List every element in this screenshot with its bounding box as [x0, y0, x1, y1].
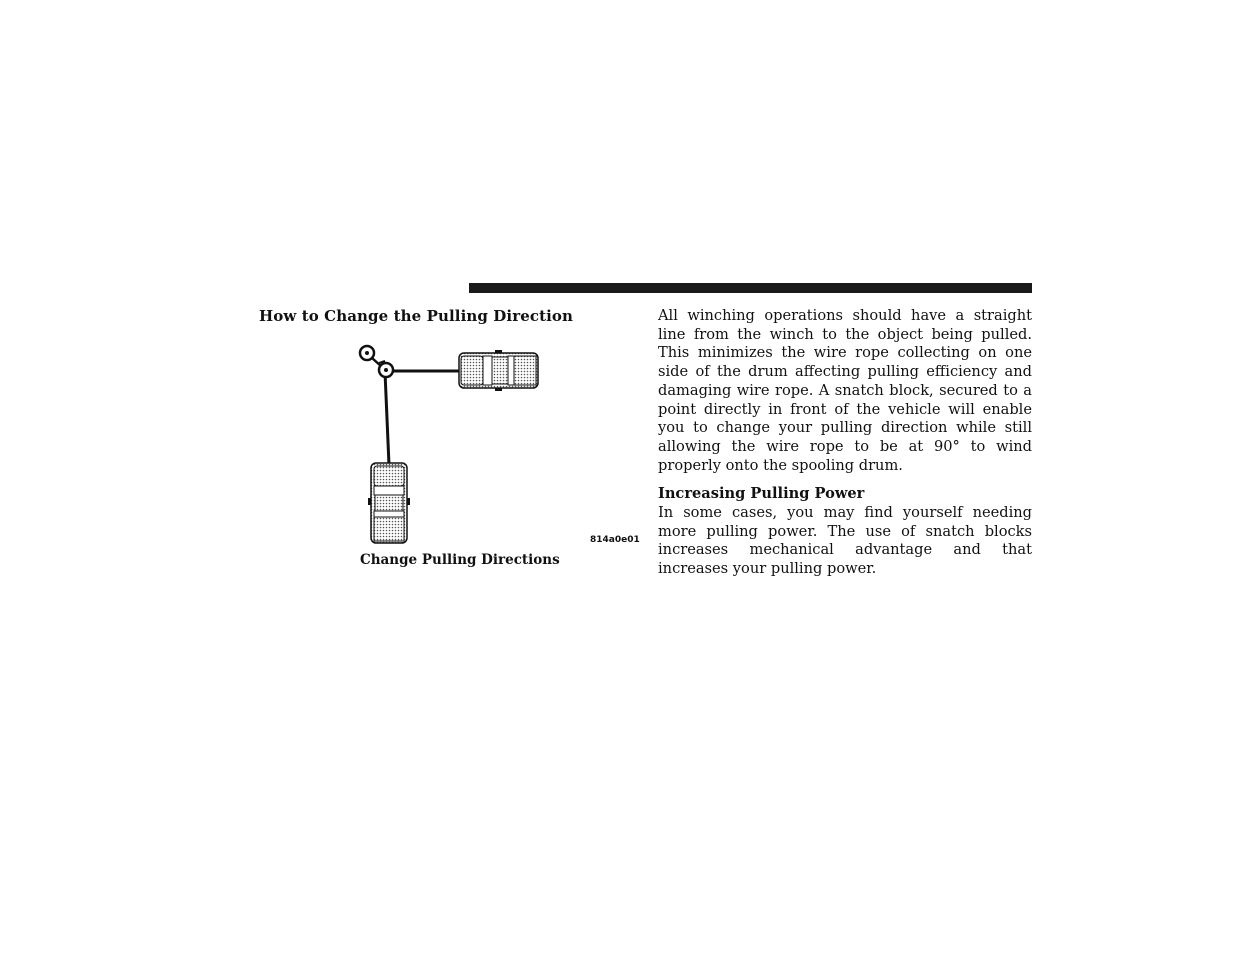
pulling-direction-illustration — [355, 340, 635, 550]
truck-horizontal-icon — [459, 350, 538, 391]
subheading: Increasing Pulling Power — [658, 485, 865, 503]
body-text-column — [658, 307, 1032, 579]
truck-vertical-icon — [368, 463, 410, 543]
snatch-block-icon — [379, 363, 393, 377]
figure-caption: Change Pulling Directions — [360, 552, 560, 568]
header-rule — [469, 283, 1032, 293]
wire-rope-vertical — [385, 372, 389, 465]
intro-paragraph: All winching operations should have a straight line from the winch to the object being pulled. This minimizes the wire rope collecting on one side of the drum affecting pulling efficiency and damaging wire rope. A snatch block, secured to a point directly in front of the vehicle will enable you to change your pulling direction while still allowing the wire rope to be at 90° to wind properly onto the spooling drum. — [658, 307, 1032, 474]
section-heading: How to Change the Pulling Direction — [259, 307, 574, 325]
figure-code: 814a0e01 — [590, 535, 640, 545]
power-paragraph: In some cases, you may find yourself needing more pulling power. The use of snatch blocks increases mechanical advantage and that increases your pulling power. — [658, 504, 1032, 578]
